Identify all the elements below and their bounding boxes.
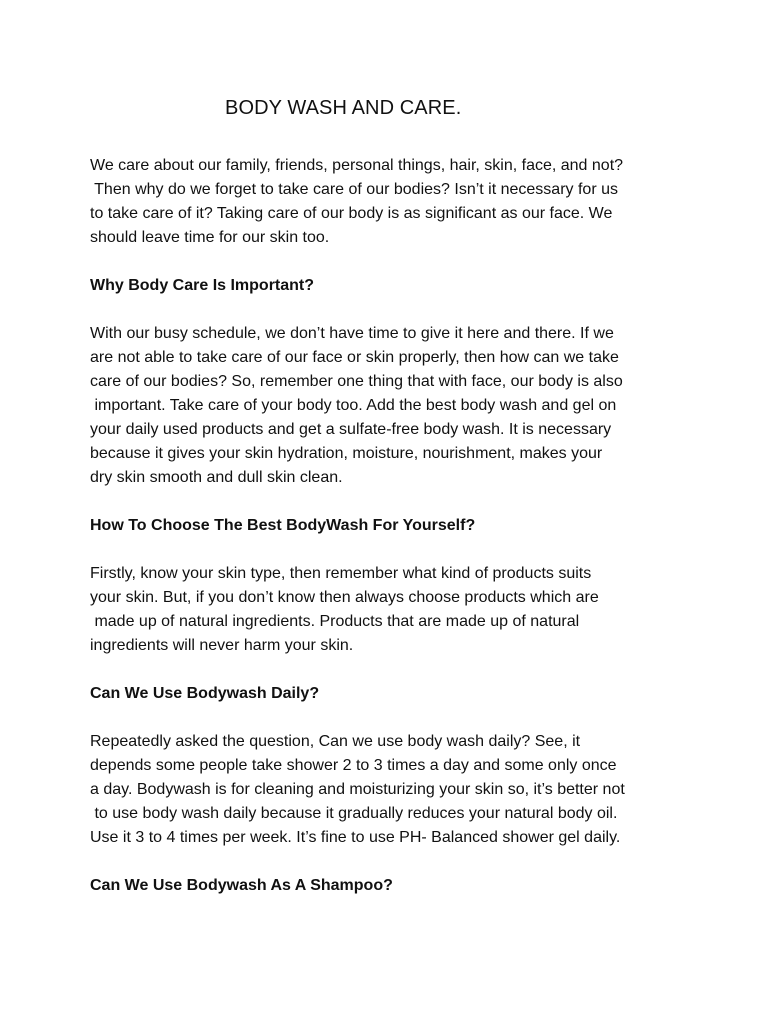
paragraph-line: depends some people take shower 2 to 3 times a day and some only once [90,757,617,774]
paragraph-line: ingredients will never harm your skin. [90,637,354,654]
section-use-daily [90,682,690,850]
document-title: BODY WASH AND CARE. [225,97,462,119]
paragraph-line: Firstly, know your skin type, then remember what kind of products suits [90,565,592,582]
intro-paragraph [90,154,690,250]
paragraph-line: Then why do we forget to take care of our bodies? Isn’t it necessary for us [90,181,618,198]
paragraph-line: With our busy schedule, we don’t have time to give it here and there. If we [90,325,614,342]
section-heading: Why Body Care Is Important? [90,277,315,294]
section-how-to-choose [90,514,690,658]
paragraph-line: to use body wash daily because it gradually reduces your natural body oil. [90,805,618,822]
paragraph-line: a day. Bodywash is for cleaning and moisturizing your skin so, it’s better not [90,781,625,798]
paragraph-line: Use it 3 to 4 times per week. It’s fine to use PH- Balanced shower gel daily. [90,829,621,846]
document-body [90,154,690,898]
section-heading: How To Choose The Best BodyWash For Yourself? [90,517,476,534]
paragraph-line: should leave time for our skin too. [90,229,330,246]
paragraph-line: dry skin smooth and dull skin clean. [90,469,343,486]
paragraph-line: We care about our family, friends, personal things, hair, skin, face, and not? [90,157,624,174]
section-why-body-care [90,274,690,490]
section-as-shampoo [90,874,690,898]
paragraph-line: made up of natural ingredients. Products that are made up of natural [90,613,580,630]
paragraph-line: because it gives your skin hydration, moisture, nourishment, makes your [90,445,603,462]
paragraph-line: your skin. But, if you don’t know then always choose products which are [90,589,599,606]
section-heading: Can We Use Bodywash Daily? [90,685,320,702]
paragraph-line: important. Take care of your body too. Add the best body wash and gel on [90,397,617,414]
paragraph-line: to take care of it? Taking care of our body is as significant as our face. We [90,205,613,222]
paragraph-line: are not able to take care of our face or skin properly, then how can we take [90,349,619,366]
section-heading: Can We Use Bodywash As A Shampoo? [90,877,393,894]
paragraph-line: your daily used products and get a sulfate-free body wash. It is necessary [90,421,612,438]
paragraph-line: Repeatedly asked the question, Can we use body wash daily? See, it [90,733,581,750]
paragraph-line: care of our bodies? So, remember one thing that with face, our body is also [90,373,623,390]
